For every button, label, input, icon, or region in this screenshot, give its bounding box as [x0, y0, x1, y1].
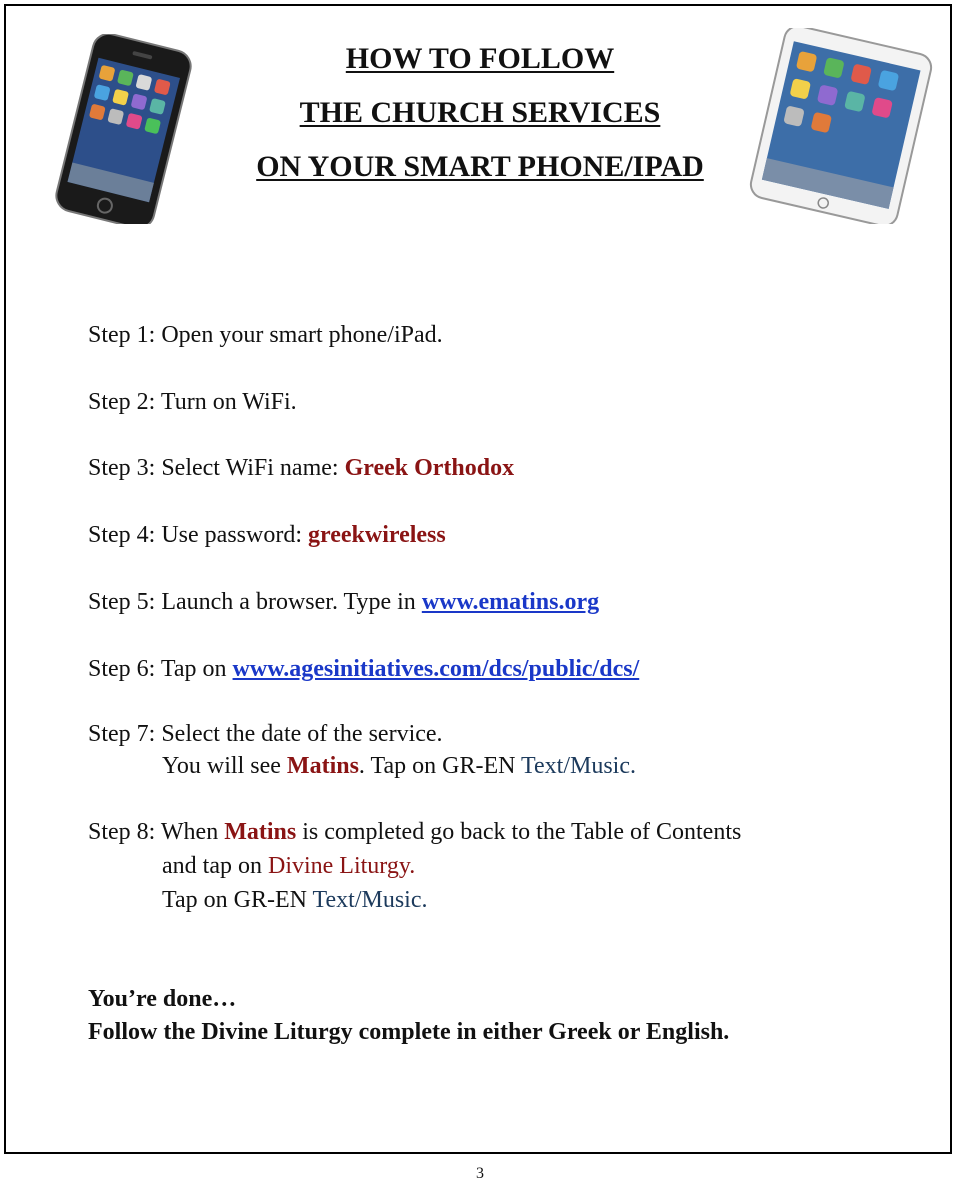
step-8-text-b: is completed go back to the Table of Contents	[296, 819, 742, 845]
step-3-label: Step 3: Select WiFi name:	[88, 455, 345, 481]
step-8-l3-text: Tap on GR-EN	[162, 887, 313, 913]
divine-liturgy-label: Divine Liturgy.	[267, 853, 416, 879]
step-5	[88, 589, 599, 616]
step-1: Step 1: Open your smart phone/iPad.	[88, 322, 443, 348]
closing-line-1: You’re done…	[88, 986, 237, 1012]
page-number: 3	[476, 1165, 484, 1182]
step-8-l2-text: and tap on	[162, 853, 268, 879]
step-8-line-2	[162, 853, 415, 880]
title-line-3: ON YOUR SMART PHONE/IPAD	[256, 150, 704, 183]
step-6	[88, 656, 639, 683]
wifi-password: greekwireless	[307, 522, 446, 548]
ematins-link[interactable]: www.ematins.org	[421, 589, 600, 615]
title-line-2: THE CHURCH SERVICES	[299, 96, 661, 129]
step-7-text-a: You will see	[162, 753, 287, 779]
text-music-label: Text/Music.	[521, 753, 636, 779]
step-8-text-a: Step 8: When	[88, 819, 225, 845]
step-8-line-3	[162, 887, 428, 914]
wifi-name: Greek Orthodox	[344, 455, 515, 481]
step-4	[88, 522, 446, 549]
text-music-label-2: Text/Music.	[312, 887, 428, 913]
step-3	[88, 455, 514, 482]
step-2: Step 2: Turn on WiFi.	[88, 389, 297, 415]
step-6-label: Step 6: Tap on	[88, 656, 233, 682]
step-5-label: Step 5: Launch a browser. Type in	[88, 589, 422, 615]
step-7-detail	[162, 753, 636, 780]
title-line-1: HOW TO FOLLOW	[345, 42, 615, 75]
matins-label-2: Matins	[224, 819, 297, 845]
matins-label: Matins	[286, 753, 359, 779]
step-8	[88, 819, 741, 846]
closing-line-2: Follow the Divine Liturgy complete in either Greek or English.	[88, 1019, 730, 1045]
step-7: Step 7: Select the date of the service.	[88, 721, 443, 747]
step-4-label: Step 4: Use password:	[88, 522, 308, 548]
agesinitiatives-link[interactable]: www.agesinitiatives.com/dcs/public/dcs/	[232, 656, 640, 682]
step-7-text-b: . Tap on GR-EN	[358, 753, 522, 779]
